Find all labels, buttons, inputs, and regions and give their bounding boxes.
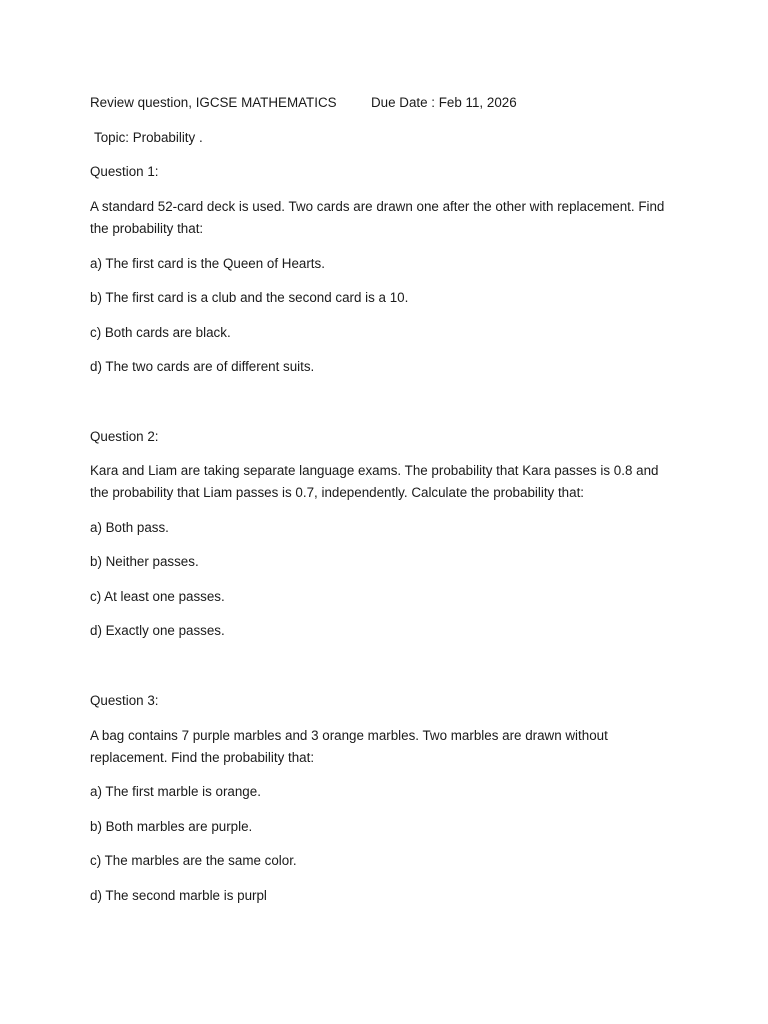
question-intro: A bag contains 7 purple marbles and 3 orange marbles. Two marbles are drawn without replacement. Find the probability that: <box>90 728 608 765</box>
question-part: a) The first card is the Queen of Hearts. <box>90 256 325 271</box>
question-part: d) The two cards are of different suits. <box>90 359 315 374</box>
topic-line: Topic: Probability . <box>94 130 203 145</box>
question-part: d) Exactly one passes. <box>90 623 225 638</box>
question-intro: A standard 52-card deck is used. Two cards are drawn one after the other with replacement. Find the probability that: <box>90 199 665 236</box>
due-date: Due Date : Feb 11, 2026 <box>371 95 517 110</box>
question-part: c) The marbles are the same color. <box>90 853 297 868</box>
question-part: b) Neither passes. <box>90 554 199 569</box>
question-intro: Kara and Liam are taking separate language exams. The probability that Kara passes is 0.8 and the probability that Liam passes is 0.7, independently. Calculate the probability that: <box>90 463 659 500</box>
question-part: a) Both pass. <box>90 520 169 535</box>
document-title: Review question, IGCSE MATHEMATICS <box>90 95 337 110</box>
question-part: c) Both cards are black. <box>90 325 231 340</box>
question-heading: Question 3: <box>90 693 159 708</box>
question-part: b) Both marbles are purple. <box>90 819 253 834</box>
question-part: c) At least one passes. <box>90 589 225 604</box>
question-part: a) The first marble is orange. <box>90 784 261 799</box>
question-heading: Question 2: <box>90 429 159 444</box>
question-part: d) The second marble is purpl <box>90 888 267 903</box>
question-heading: Question 1: <box>90 164 159 179</box>
question-part: b) The first card is a club and the second card is a 10. <box>90 290 409 305</box>
